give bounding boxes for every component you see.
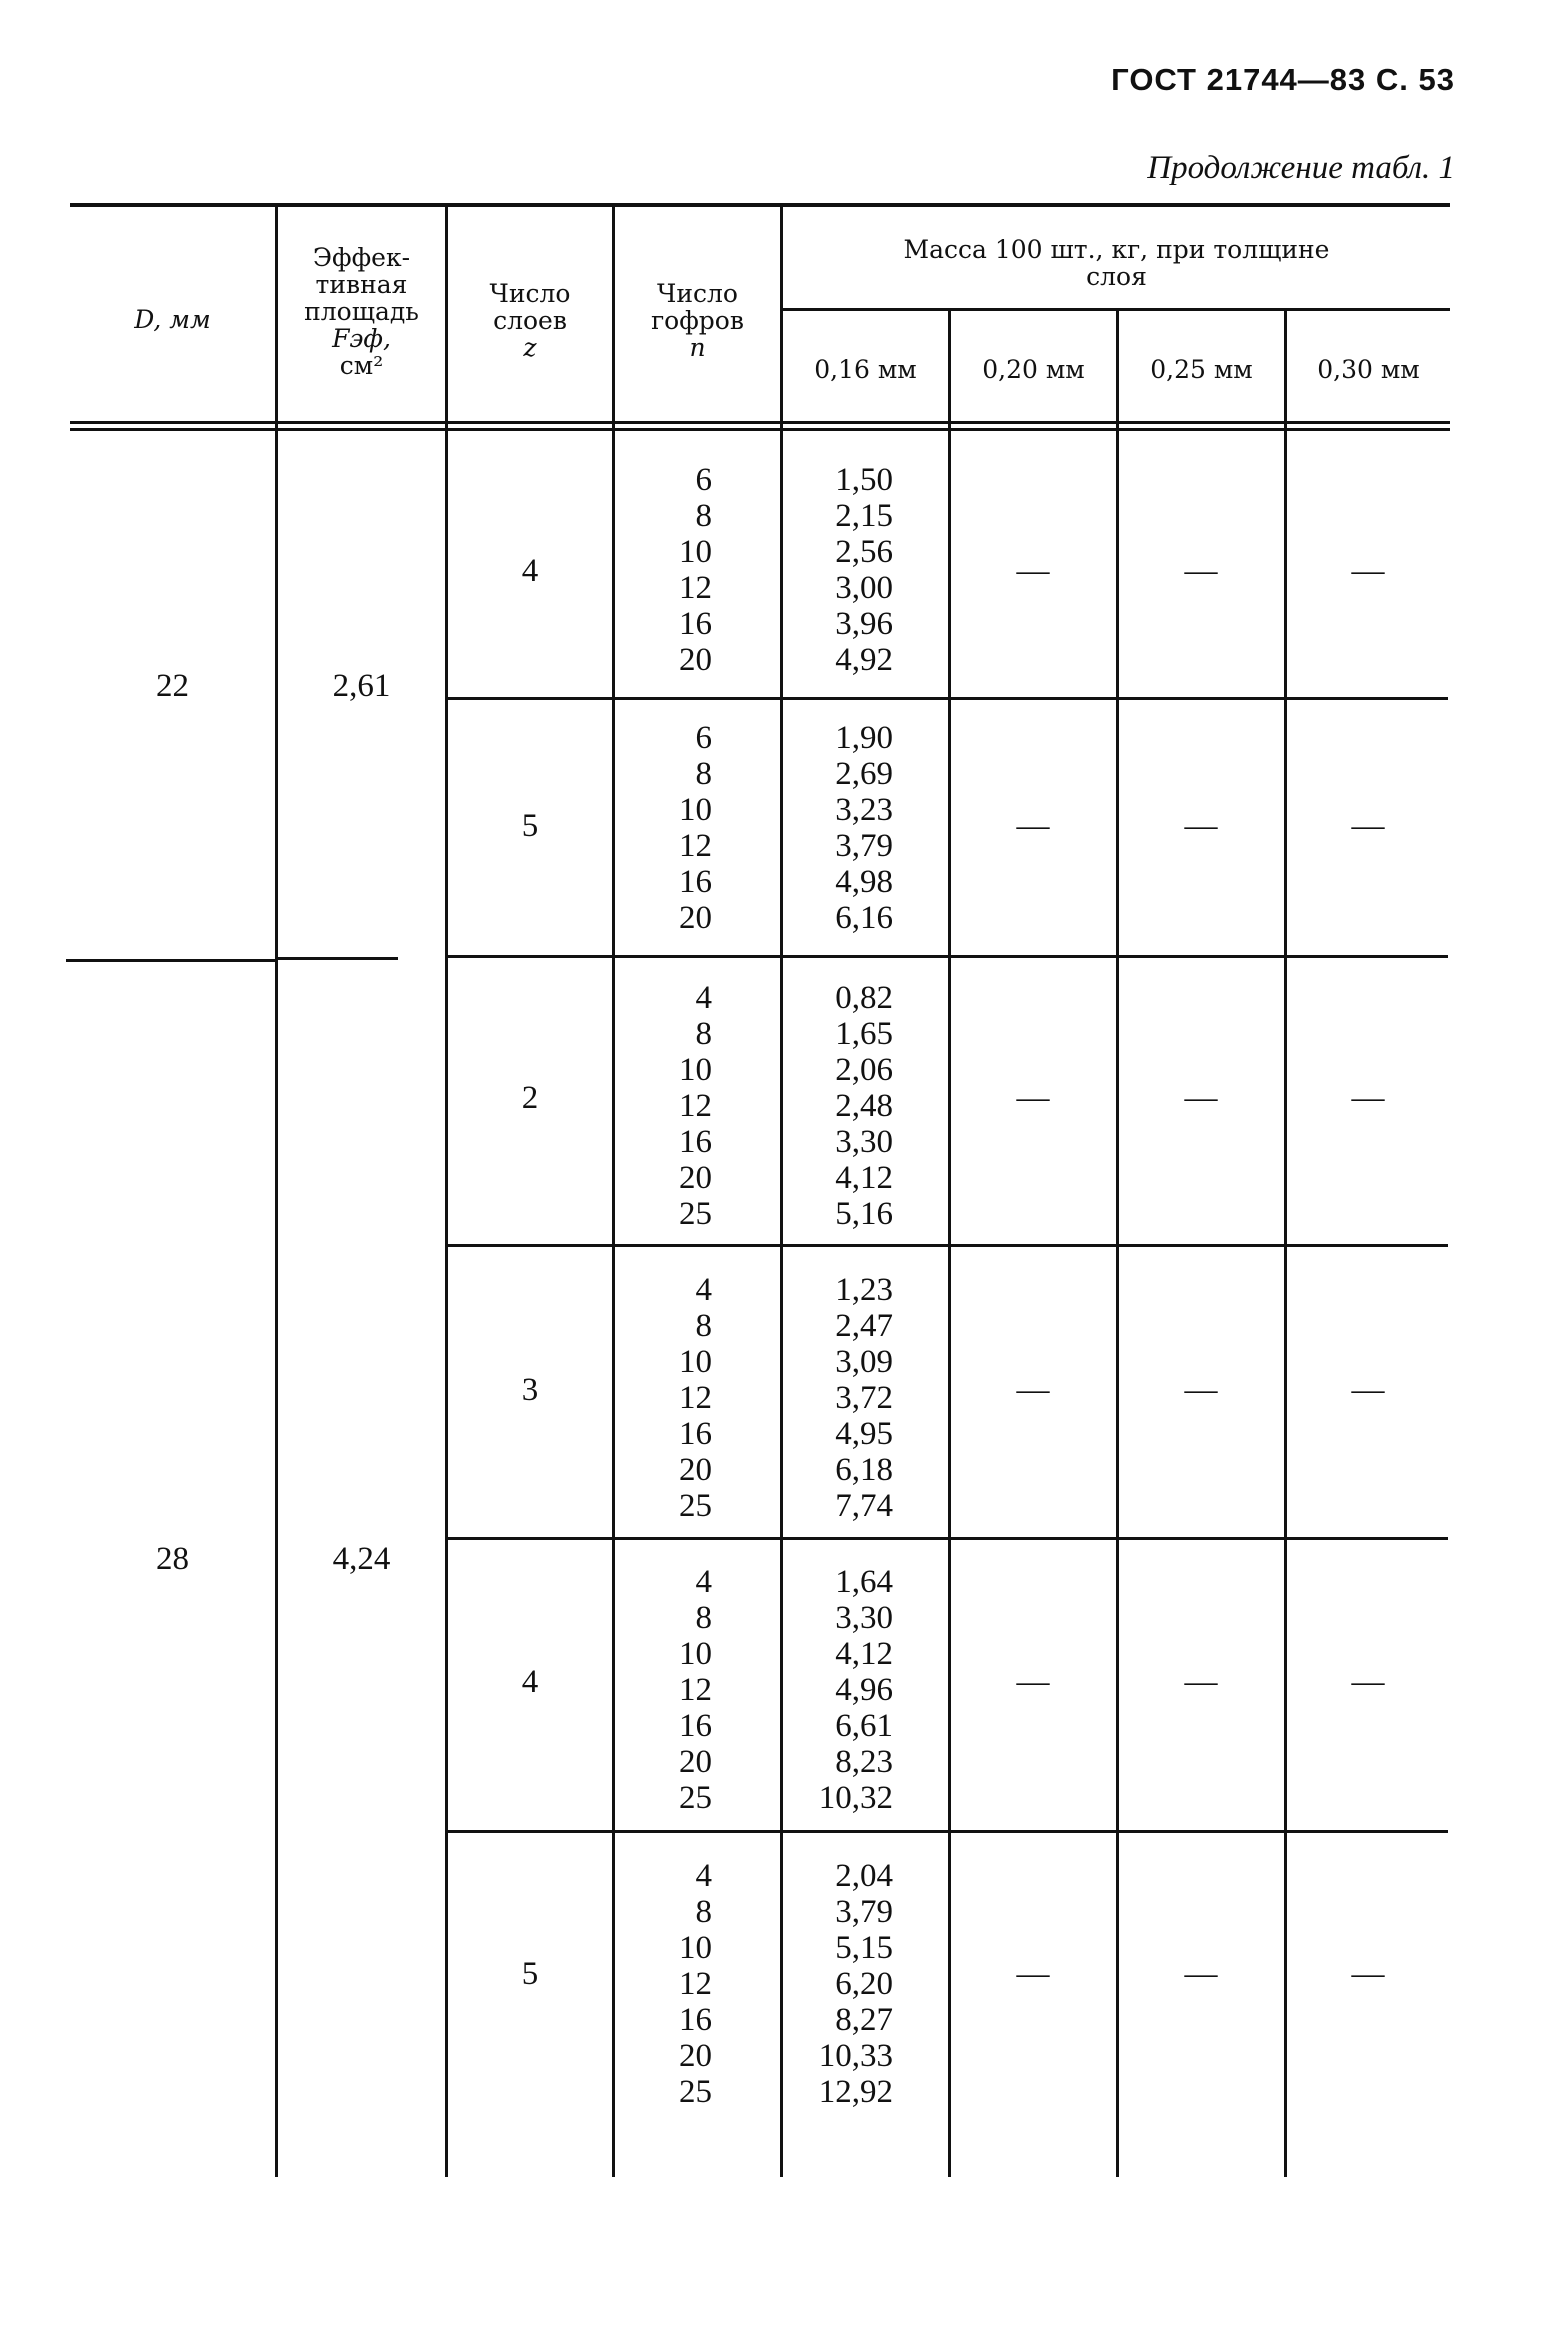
mass-016-list	[783, 462, 893, 678]
n-value: 10	[679, 792, 712, 828]
header-area-l4: Fэф,	[332, 324, 391, 353]
header-t030: 0,30 мм	[1317, 355, 1420, 384]
n-value: 10	[679, 1636, 712, 1672]
mass-020-dash: —	[1016, 1080, 1050, 1116]
mass-value: 4,95	[835, 1416, 893, 1452]
n-value: 8	[695, 1308, 712, 1344]
mass-value: 10,33	[818, 2038, 893, 2074]
corrugations-list	[632, 1858, 712, 2110]
mass-value: 2,06	[835, 1052, 893, 1088]
n-value: 6	[695, 462, 712, 498]
n-value: 8	[695, 1894, 712, 1930]
n-value: 16	[679, 2002, 712, 2038]
row-separator-area	[278, 957, 398, 960]
corrugations-list	[632, 462, 712, 678]
mass-value: 3,23	[835, 792, 893, 828]
n-value: 25	[679, 1196, 712, 1232]
header-mass-l2: слоя	[1086, 262, 1147, 291]
corrugations-list	[632, 980, 712, 1232]
n-value: 4	[695, 1858, 712, 1894]
header-layers-l3: z	[523, 333, 537, 362]
mass-value: 4,12	[835, 1636, 893, 1672]
header-corr-l2: гофров	[651, 306, 744, 335]
n-value: 20	[679, 2038, 712, 2074]
mass-value: 4,12	[835, 1160, 893, 1196]
mass-value: 1,65	[835, 1016, 893, 1052]
n-value: 4	[695, 1272, 712, 1308]
n-value: 8	[695, 756, 712, 792]
n-value: 10	[679, 1930, 712, 1966]
group-separator	[448, 1830, 1448, 1833]
header-d-label: D, мм	[134, 305, 211, 334]
area-value-22: 2,61	[332, 668, 391, 704]
n-value: 20	[679, 900, 712, 936]
mass-030-dash: —	[1351, 1956, 1385, 1992]
mass-value: 3,72	[835, 1380, 893, 1416]
mass-020-dash: —	[1016, 553, 1050, 589]
header-d	[70, 306, 275, 333]
mass-value: 2,69	[835, 756, 893, 792]
mass-025-dash: —	[1184, 1664, 1218, 1700]
mass-value: 2,48	[835, 1088, 893, 1124]
layers-value: 3	[521, 1372, 539, 1408]
mass-value: 1,90	[835, 720, 893, 756]
n-value: 20	[679, 1160, 712, 1196]
mass-030-dash: —	[1351, 1664, 1385, 1700]
n-value: 10	[679, 1052, 712, 1088]
n-value: 12	[679, 1088, 712, 1124]
mass-025-dash: —	[1184, 553, 1218, 589]
mass-value: 7,74	[835, 1488, 893, 1524]
mass-020-dash: —	[1016, 1956, 1050, 1992]
col-divider-2	[445, 207, 448, 2177]
group-separator	[448, 955, 1448, 958]
n-value: 4	[695, 980, 712, 1016]
mass-value: 4,92	[835, 642, 893, 678]
mass-020-dash: —	[1016, 1664, 1050, 1700]
col-divider-3	[612, 207, 615, 2177]
header-corr-l3: n	[689, 333, 706, 362]
table-continuation-label: Продолжение табл. 1	[1147, 150, 1455, 186]
header-mass	[783, 236, 1450, 290]
layers-value: 4	[521, 553, 539, 589]
mass-value: 8,23	[835, 1744, 893, 1780]
n-value: 8	[695, 1016, 712, 1052]
mass-value: 2,04	[835, 1858, 893, 1894]
n-value: 16	[679, 606, 712, 642]
mass-030-dash: —	[1351, 553, 1385, 589]
header-layers-l2: слоев	[493, 306, 567, 335]
header-mass-l1: Масса 100 шт., кг, при толщине	[903, 235, 1330, 264]
mass-value: 1,23	[835, 1272, 893, 1308]
mass-030-dash: —	[1351, 1080, 1385, 1116]
n-value: 4	[695, 1564, 712, 1600]
n-value: 12	[679, 1672, 712, 1708]
mass-value: 3,79	[835, 828, 893, 864]
mass-value: 4,96	[835, 1672, 893, 1708]
header-corrugations	[615, 280, 780, 361]
mass-016-list	[783, 1858, 893, 2110]
mass-value: 5,16	[835, 1196, 893, 1232]
n-value: 16	[679, 864, 712, 900]
mass-025-dash: —	[1184, 1956, 1218, 1992]
n-value: 25	[679, 1780, 712, 1816]
mass-025-dash: —	[1184, 1372, 1218, 1408]
mass-value: 6,20	[835, 1966, 893, 2002]
n-value: 12	[679, 570, 712, 606]
n-value: 20	[679, 1452, 712, 1488]
n-value: 16	[679, 1416, 712, 1452]
header-area-l1: Эффек-	[312, 243, 411, 272]
mass-020-dash: —	[1016, 808, 1050, 844]
header-layers	[448, 280, 612, 361]
mass-value: 2,15	[835, 498, 893, 534]
n-value: 25	[679, 1488, 712, 1524]
n-value: 16	[679, 1708, 712, 1744]
mass-020-dash: —	[1016, 1372, 1050, 1408]
mass-value: 2,47	[835, 1308, 893, 1344]
mass-value: 3,30	[835, 1124, 893, 1160]
mass-value: 3,09	[835, 1344, 893, 1380]
mass-value: 12,92	[818, 2074, 893, 2110]
d-value-28: 28	[156, 1541, 189, 1577]
mass-value: 5,15	[835, 1930, 893, 1966]
mass-value: 6,16	[835, 900, 893, 936]
group-separator	[448, 697, 1448, 700]
mass-value: 6,18	[835, 1452, 893, 1488]
mass-030-dash: —	[1351, 1372, 1385, 1408]
header-t016: 0,16 мм	[814, 355, 917, 384]
col-divider-1	[275, 207, 278, 2177]
mass-value: 3,30	[835, 1600, 893, 1636]
mass-025-dash: —	[1184, 808, 1218, 844]
mass-030-dash: —	[1351, 808, 1385, 844]
mass-016-list	[783, 1564, 893, 1816]
header-area	[278, 244, 445, 379]
corrugations-list	[632, 720, 712, 936]
layers-value: 4	[521, 1664, 539, 1700]
row-separator-d	[66, 959, 275, 962]
n-value: 20	[679, 1744, 712, 1780]
mass-value: 3,96	[835, 606, 893, 642]
n-value: 6	[695, 720, 712, 756]
n-value: 12	[679, 1380, 712, 1416]
mass-value: 0,82	[835, 980, 893, 1016]
n-value: 10	[679, 1344, 712, 1380]
mass-value: 1,64	[835, 1564, 893, 1600]
mass-016-list	[783, 980, 893, 1232]
header-area-l5: см²	[339, 351, 384, 380]
mass-016-list	[783, 720, 893, 936]
corrugations-list	[632, 1564, 712, 1816]
n-value: 16	[679, 1124, 712, 1160]
header-area-l2: тивная	[315, 270, 408, 299]
corrugations-list	[632, 1272, 712, 1524]
n-value: 25	[679, 2074, 712, 2110]
mass-025-dash: —	[1184, 1080, 1218, 1116]
mass-value: 1,50	[835, 462, 893, 498]
mass-value: 6,61	[835, 1708, 893, 1744]
group-separator	[448, 1244, 1448, 1247]
mass-value: 4,98	[835, 864, 893, 900]
header-t025: 0,25 мм	[1150, 355, 1253, 384]
mass-value: 3,79	[835, 1894, 893, 1930]
n-value: 12	[679, 1966, 712, 2002]
mass-value: 10,32	[818, 1780, 893, 1816]
mass-016-list	[783, 1272, 893, 1524]
header-corr-l1: Число	[657, 279, 738, 308]
n-value: 20	[679, 642, 712, 678]
header-t020: 0,20 мм	[982, 355, 1085, 384]
mass-value: 8,27	[835, 2002, 893, 2038]
page-header: ГОСТ 21744—83 С. 53	[1111, 62, 1455, 97]
layers-value: 5	[521, 808, 539, 844]
header-layers-l1: Число	[489, 279, 571, 308]
n-value: 8	[695, 498, 712, 534]
mass-value: 2,56	[835, 534, 893, 570]
area-value-28: 4,24	[332, 1541, 391, 1577]
mass-value: 3,00	[835, 570, 893, 606]
layers-value: 2	[521, 1080, 539, 1116]
group-separator	[448, 1537, 1448, 1540]
n-value: 12	[679, 828, 712, 864]
layers-value: 5	[521, 1956, 539, 1992]
header-area-l3: площадь	[304, 297, 419, 326]
n-value: 10	[679, 534, 712, 570]
n-value: 8	[695, 1600, 712, 1636]
d-value-22: 22	[156, 668, 189, 704]
